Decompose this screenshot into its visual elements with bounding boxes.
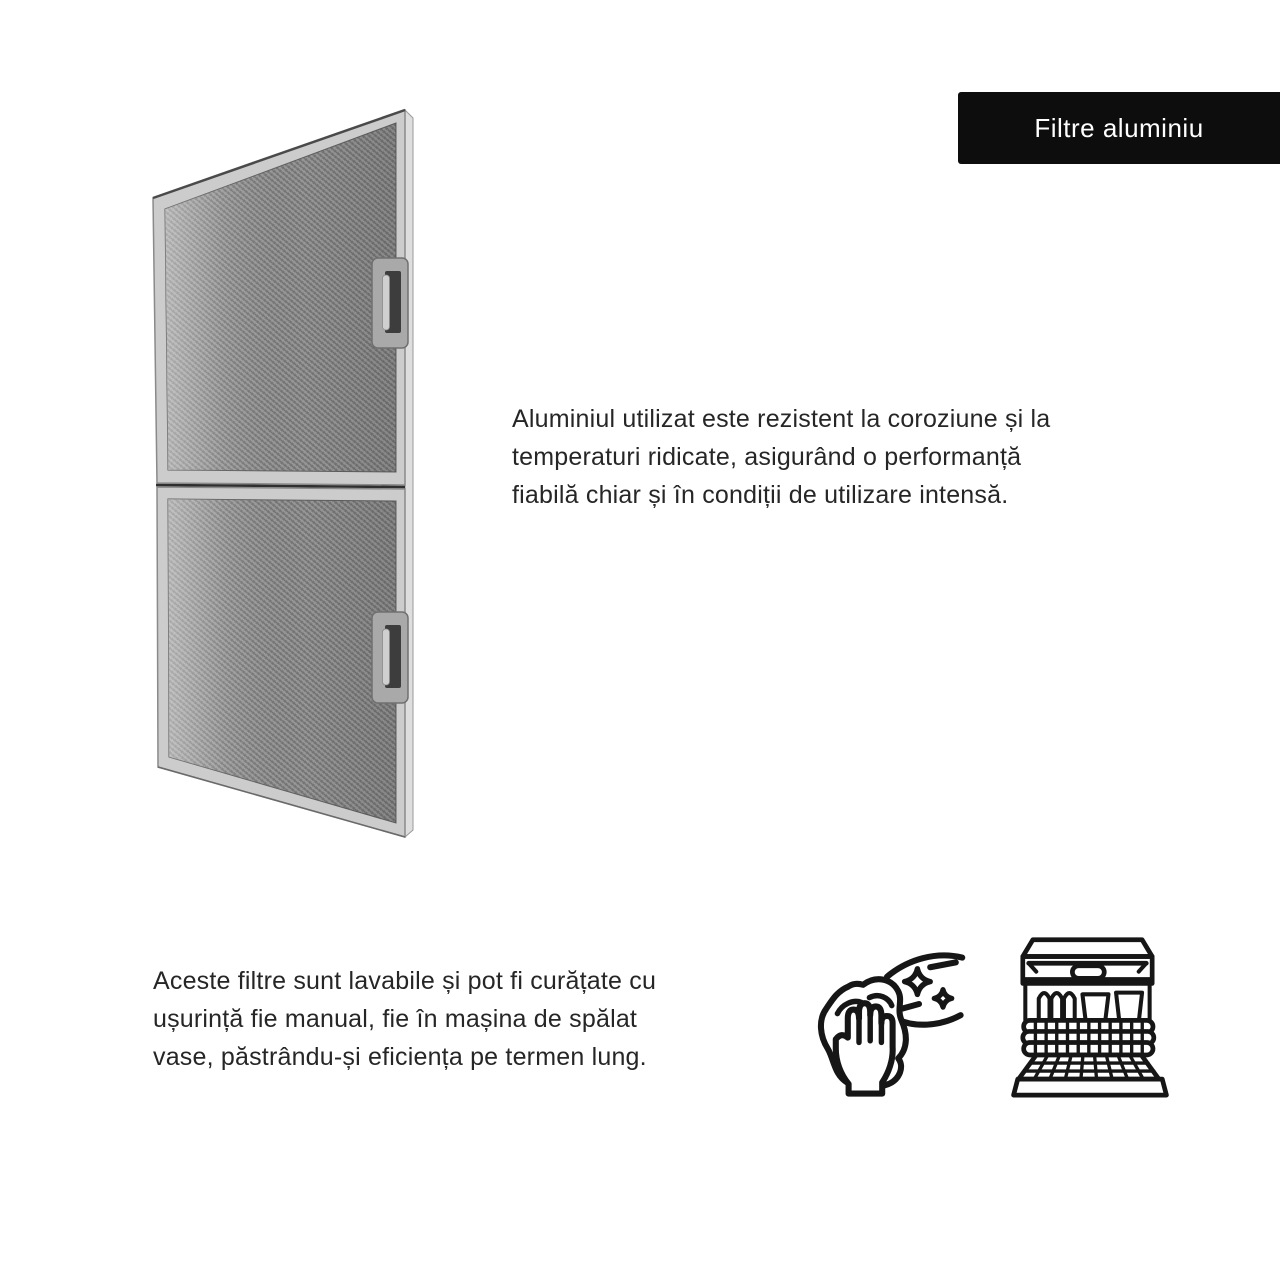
dishwasher-icon — [1006, 930, 1174, 1104]
filter-handle-bottom — [372, 612, 408, 703]
description-corrosion-resistance — [512, 400, 1172, 514]
paragraph-line: fiabilă chiar și în condiții de utilizare intensă. — [512, 481, 1009, 509]
filter-handle-top — [372, 258, 408, 348]
hand-wipe-cleaning-icon — [812, 948, 978, 1108]
aluminium-filter-image — [130, 90, 450, 860]
aluminium-filter-graphic — [130, 90, 450, 860]
paragraph-line: vase, păstrându-și eficiența pe termen lung. — [153, 1043, 647, 1071]
paragraph-line: Aluminiul utilizat este rezistent la coroziune și la — [512, 405, 1051, 433]
title-badge — [958, 92, 1280, 164]
title-badge-label: Filtre aluminiu — [1034, 112, 1204, 143]
paragraph-line: ușurință fie manual, fie în mașina de spălat — [153, 1005, 638, 1033]
paragraph-line: Aceste filtre sunt lavabile și pot fi curățate cu — [153, 967, 657, 995]
paragraph-line: temperaturi ridicate, asigurând o performanță — [512, 443, 1022, 471]
description-washable — [153, 962, 813, 1076]
